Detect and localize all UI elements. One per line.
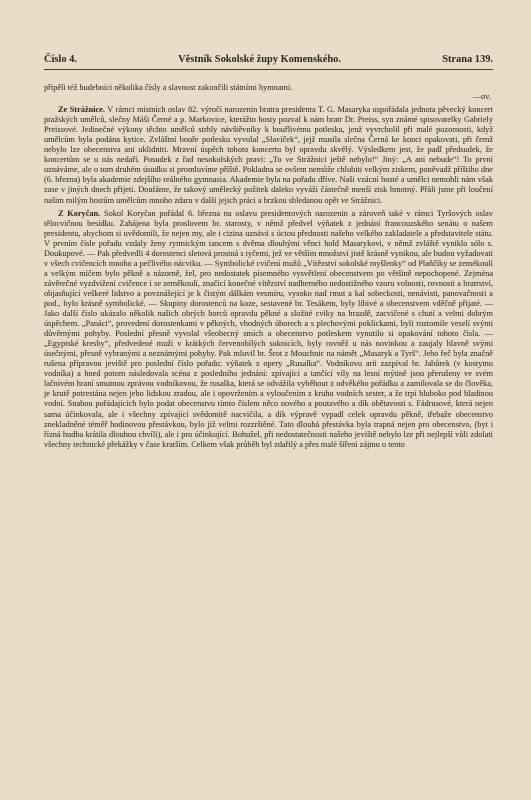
paragraph-text: připěli též hudebníci několika čísly a slavnost zakončili státními hymnami.: [44, 83, 293, 92]
article-body: [44, 83, 493, 450]
paragraph-korycany: [44, 209, 493, 450]
paragraph-text: Sokol Koryčan pořádal 6. března na oslavu presidentových narozenin a zároveň také v rámci Tyršových oslav tělocvičnou besídku. Zahájena byla proslovem br. starosty, v němž předvel výňatek z jednání francouzského senátu o našem presidentu, abychom si uvědomili, že nejen my, ale i cizina uznává s úctou přednosti našeho velkého zakladatele a představitele státu. V prvním čísle pořadu vzdaly ženy rytmickým tancem s dvěma dlouhými věnci hold Masarykovi, v němž zvláště vyniklo sólo s. Doukupové. — Pak předvedli 4 dorostenci sletová prostná s tyčemi, jež ve větším množství jistě krásně vynikou, ale budou vyžadovati v všech cvičencích mnoho a pečlivého nácviku. — Symbolické cvičení mužů „Vítězství sokolské myšlenky“ od Plaňčíky se zemékoulí a velkým míčem bylo pěkně a názorně, žel, pro nedostatek písemného vysvětlení obecenstvem po většině nepochopené. Zejména závěrečné vyzdvižení cvičence i se zeměkoulí, značící konečné vítězství nadherného nedostižného vzoru volnosti, rovnosti a bratrství, objasňující veškeré lidstvo a povznášející je k čistým dálkám vesmíru, vysoko nad rmut a kal sobeckosti, nenávisti, panovačnosti a pod., bylo krásně symbolické. — Skupiny dorostenců na koze, sestavené br. Tesákem, byly líbivé a obecenstvem vděčně přijaté. — Jako další číslo ukázalo několik našich obrých borců opravdu pěkné a složité cviky na hrazdě, zacvičené s chutí a velmi dobrým úspěchem. „Panáci“, provedení dorostenkami v pěkných, vhodných úborech a s plechovými poklickami, byli roztomile veselí svými důvěrnými pohyby. Poslední přesně vyvolal všeobecný smích a obecenstvo potleskem vynutilo si opakování tohoto čísla. — „Egyptské kresby“, předvedené muži v krátkých červenobílých suknicích, byly rovněž u nás novinkou a zaujaly hlavně svými úsečnými, přesně vybranými a neznámými pohyby. Pak mluvil br. Šrot z Mouchnic na námět „Masaryk a Tyrš“. Jeho řeč byla značně rušena přípravou jeviště pro poslední číslo pořadu: výňatek z opery „Rusalka“. Vodníkovu arii zazpíval br. Jabůrek (v kostymu vodníka) a hned potom následovala scéna z posledního jednání: zpívající a tančící víly na lesní mýtině jsou přerušeny ve svém lačnivém hraní smutnou zprávou vodníkovou, že rusalka, která se odvážila vyběhout z odvěkého pořádku a zamilovala se do člověka, je krutě potrestána nejen jeho lidskou zradou, ale i opovržením a vyloučením z kruhu vodních sester, a že trpí hluboko pod hladinou vodní. Snahou pořádajících bylo podat obecenstvu tímto číslem něco nového a poutavého a dík obětavosti s. Fádrusové, která nejen sama účinkovala, ale i všechny zpívající svědomitě nacvičila, a dík výpravě vypadl celek opravdu pěkně, třebaže obecenstvo znekladněné téměř hodinovou přestávkou, bylo již velmi rozzrštěné. Tato dlouhá přestávka byla trapná nejen pro obecenstvo, (byt i řízná hudba krátila dlouhou chvíli), ale i pro účinkující. Bohužel, při nedostatečnosti našeho jeviště nebylo lze při nejlepší vůli zdolati všechny technické překážky v čase kratším. Celkem však průběh byl zdařilý a přes malé šíření zájmu o tento: [44, 208, 493, 449]
page-number: Strana 139.: [442, 54, 493, 65]
paragraph-heading: Z Koryčan.: [58, 208, 101, 218]
header-rule: [44, 69, 493, 70]
paragraph-straznice: [44, 105, 493, 205]
paragraph-heading: Ze Strážnice.: [58, 105, 105, 115]
author-signature: —ov.: [472, 92, 491, 102]
issue-number: Číslo 4.: [44, 54, 77, 65]
page-header: [44, 54, 493, 65]
paragraph-text: V rámci místních oslav 82. výročí narozenin bratra presidenta T. G. Masaryka uspořádala jednota pěvecký koncert pražských umělců, slečny Máši Černé a p. Markovice, kterážto hosty pozval k nám bratr Dr. Preiss, syn známé spisovatelky Gabriely Preissové. Jedinečné výkony těchto umělců strhly návštěvníky k bouřlivému potlesku, jenž vyvrcholil při malé pozornosti, když umělcům byla podána kytice. Zvláštní bouře potlesku vyvolal „Slavíček“, jejž musila slečna Černá ke konci opakovati, při čemž nebylo lze obecenstva ani uklidniti. Mravní úspěch tohoto koncertu byl opravdu skvělý. Výsledkem jest, že padl předsudek, že koncertům se u nás nedaří. Posudek z řad nesokolských pravi: „To ve Strážnici ještě nebylo!“ Jiný: „A ani nebude“! To první uznáváme, ale o tom druhém úsudku si promluvíme příště. Pokladna se ovšem nemůže chlubiti velkým ziskem, poněvadž příštího dne (6. března) byla akademie zdejšího reálného gymnasia. Akademie byla na pořadu dříve. Naši vzácní hosté a umělci nemohli nám však zase v jiných dnech přijeti. Doufáme, že takový umělecký požitek daleko vyváží částečně menší zisk hmotný. Přáli jsme při loučení našim milým hostům umělcům mnoho zdaru v dalši jejich práci a brzkou shledanou opět ve Strážnici.: [44, 105, 493, 205]
journal-title: Věstník Sokolské župy Komenského.: [178, 54, 341, 65]
